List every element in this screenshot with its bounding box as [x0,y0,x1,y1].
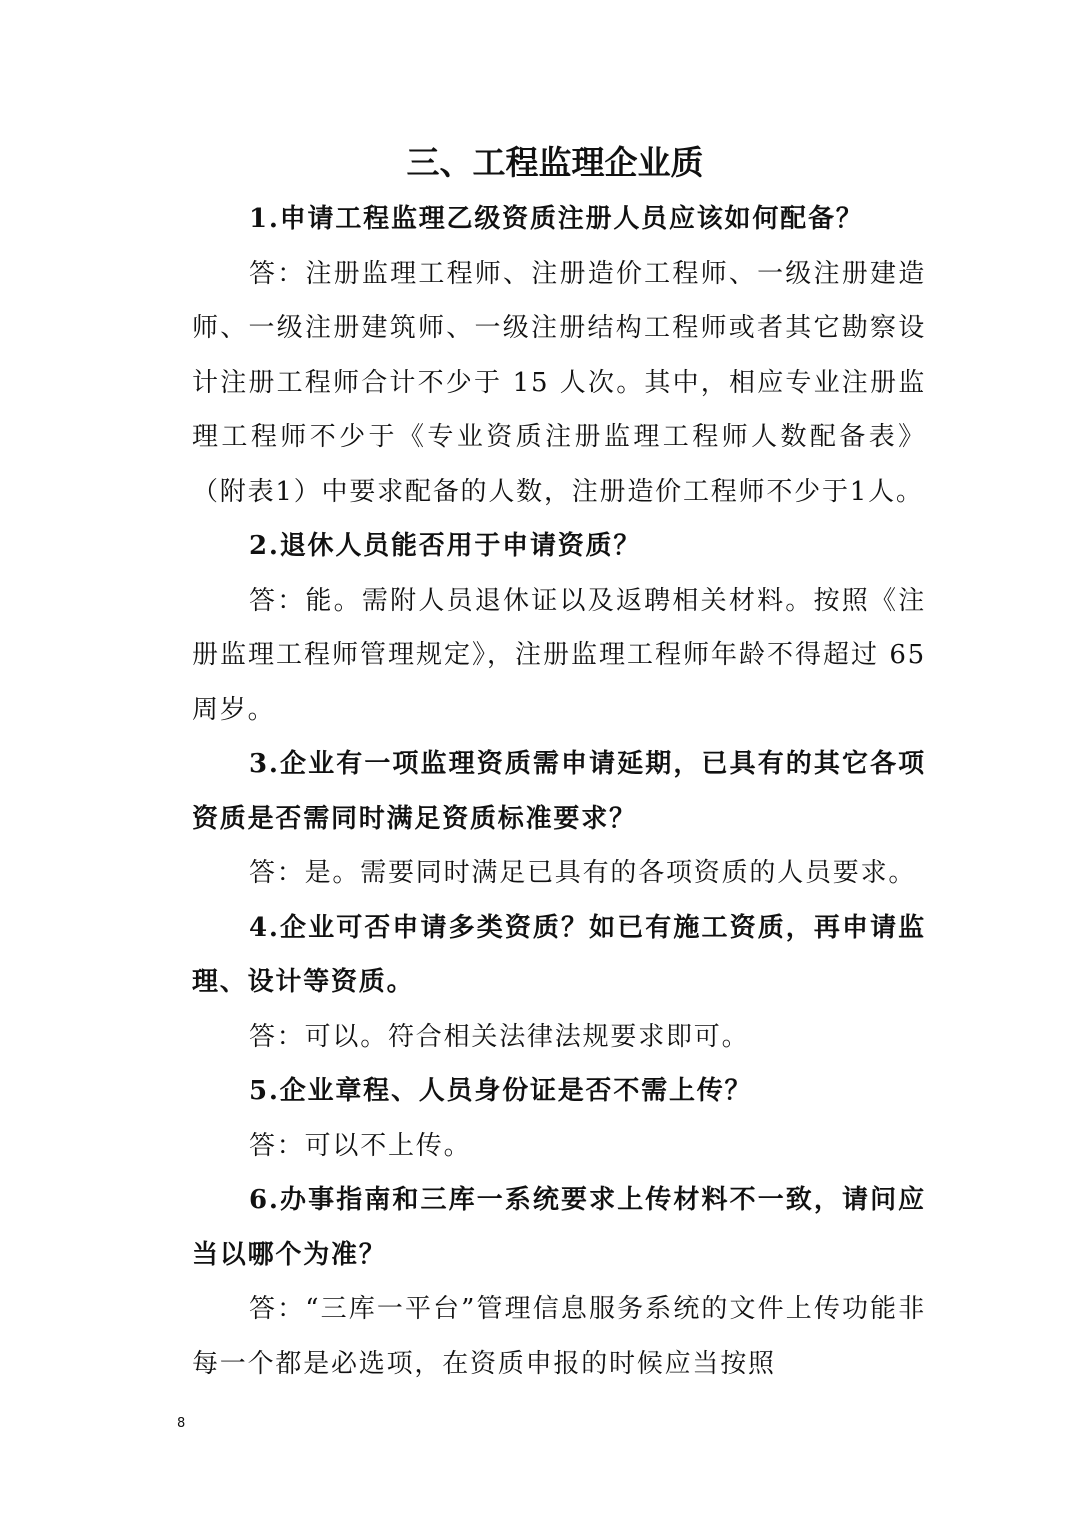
answer-5: 答：可以不上传。 [249,1130,472,1161]
question-6: 6.办事指南和三库一系统要求上传材料不一致，请问应当以哪个为准？ [192,1185,926,1270]
answer-4: 答：可以。符合相关法律法规要求即可。 [249,1021,750,1052]
answer-2: 答：能。需附人员退休证以及返聘相关材料。按照《注册监理工程师管理规定》，注册监理工程师年龄不得超过 65 周岁。 [192,585,926,725]
answer-3: 答：是。需要同时满足已具有的各项资质的人员要求。 [249,858,917,888]
question-3: 3.企业有一项监理资质需申请延期，已具有的其它各项资质是否需同时满足资质标准要求？ [192,749,926,834]
section-title: 三、工程监理企业质 [406,143,704,182]
question-2: 2.退休人员能否用于申请资质？ [249,531,642,561]
answer-6: 答：“三库一平台”管理信息服务系统的文件上传功能非每一个都是必选项，在资质申报的时候应当按照 [192,1294,926,1379]
document-body [192,192,926,1391]
question-4: 4.企业可否申请多类资质？如已有施工资质，再申请监理、设计等资质。 [192,912,926,997]
page-number: 8 [177,1416,186,1431]
question-5: 5.企业章程、人员身份证是否不需上传？ [249,1076,753,1106]
question-1: 1.申请工程监理乙级资质注册人员应该如何配备？ [249,204,864,234]
answer-1: 答：注册监理工程师、注册造价工程师、一级注册建造师、一级注册建筑师、一级注册结构工程师或者其它勘察设计注册工程师合计不少于 15 人次。其中，相应专业注册监理工程师不少于《专业资质注册监理工程师人数配备表》（附表1）中要求配备的人数，注册造价工程师不少于1人。 [192,258,926,507]
